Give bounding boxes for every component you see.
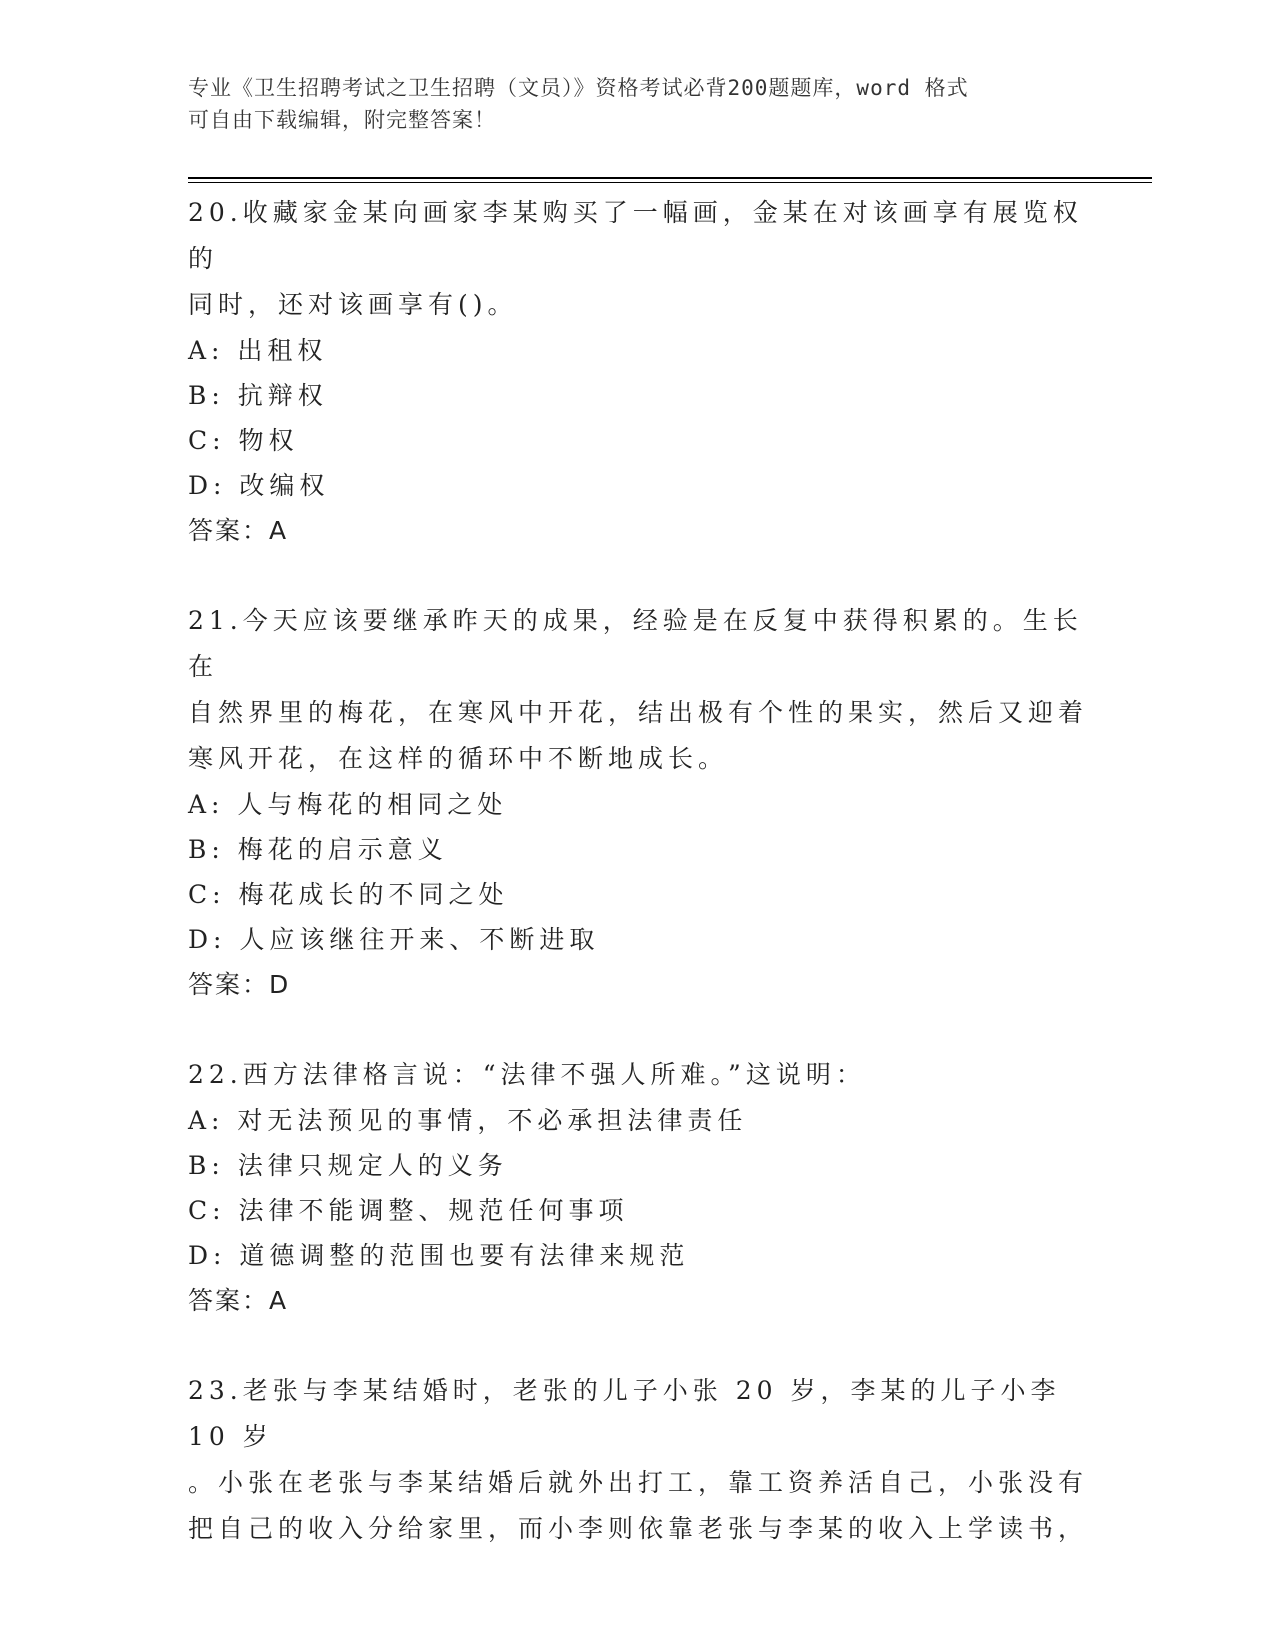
option-c: C: 梅花成长的不同之处 xyxy=(188,880,509,909)
question-stem-line: 20.收藏家金某向画家李某购买了一幅画，金某在对该画享有展览权的 xyxy=(188,198,1083,273)
question-21 xyxy=(188,598,1088,1007)
option-c: C: 法律不能调整、规范任何事项 xyxy=(188,1196,629,1225)
document-header xyxy=(188,72,1088,136)
answer-line: 答案：D xyxy=(188,970,291,999)
answer-line: 答案：A xyxy=(188,1286,289,1315)
header-rule-thin xyxy=(188,182,1152,183)
answer-line: 答案：A xyxy=(188,516,289,545)
option-d: D: 改编权 xyxy=(188,471,330,500)
question-stem-line: 自然界里的梅花，在寒风中开花，结出极有个性的果实，然后又迎着 xyxy=(188,698,1089,727)
question-22 xyxy=(188,1052,1088,1323)
option-a: A: 人与梅花的相同之处 xyxy=(188,790,508,819)
question-stem-line: 。小张在老张与李某结婚后就外出打工，靠工资养活自己，小张没有 xyxy=(188,1468,1089,1497)
question-stem-line: 寒风开花，在这样的循环中不断地成长。 xyxy=(188,744,729,773)
option-d: D: 道德调整的范围也要有法律来规范 xyxy=(188,1241,690,1270)
header-line-1: 专业《卫生招聘考试之卫生招聘（文员）》资格考试必背200题题库，word 格式 xyxy=(188,76,969,100)
option-b: B: 抗辩权 xyxy=(188,381,328,410)
question-20 xyxy=(188,190,1088,553)
question-stem-line: 把自己的收入分给家里，而小李则依靠老张与李某的收入上学读书， xyxy=(188,1514,1089,1543)
option-b: B: 法律只规定人的义务 xyxy=(188,1151,508,1180)
question-stem-line: 23.老张与李某结婚时，老张的儿子小张 20 岁，李某的儿子小李 10 岁 xyxy=(188,1376,1061,1451)
question-list xyxy=(188,190,1088,1597)
option-a: A: 对无法预见的事情，不必承担法律责任 xyxy=(188,1106,748,1135)
question-stem-line: 22.西方法律格言说：“法律不强人所难。”这说明： xyxy=(188,1060,866,1089)
header-rule-thick xyxy=(188,177,1152,179)
question-23 xyxy=(188,1368,1088,1552)
question-stem-line: 同时，还对该画享有()。 xyxy=(188,290,518,319)
option-b: B: 梅花的启示意义 xyxy=(188,835,448,864)
option-c: C: 物权 xyxy=(188,426,299,455)
header-line-2: 可自由下载编辑，附完整答案！ xyxy=(188,108,496,132)
option-d: D: 人应该继往开来、不断进取 xyxy=(188,925,600,954)
option-a: A: 出租权 xyxy=(188,336,328,365)
question-stem-line: 21.今天应该要继承昨天的成果，经验是在反复中获得积累的。生长在 xyxy=(188,606,1083,681)
